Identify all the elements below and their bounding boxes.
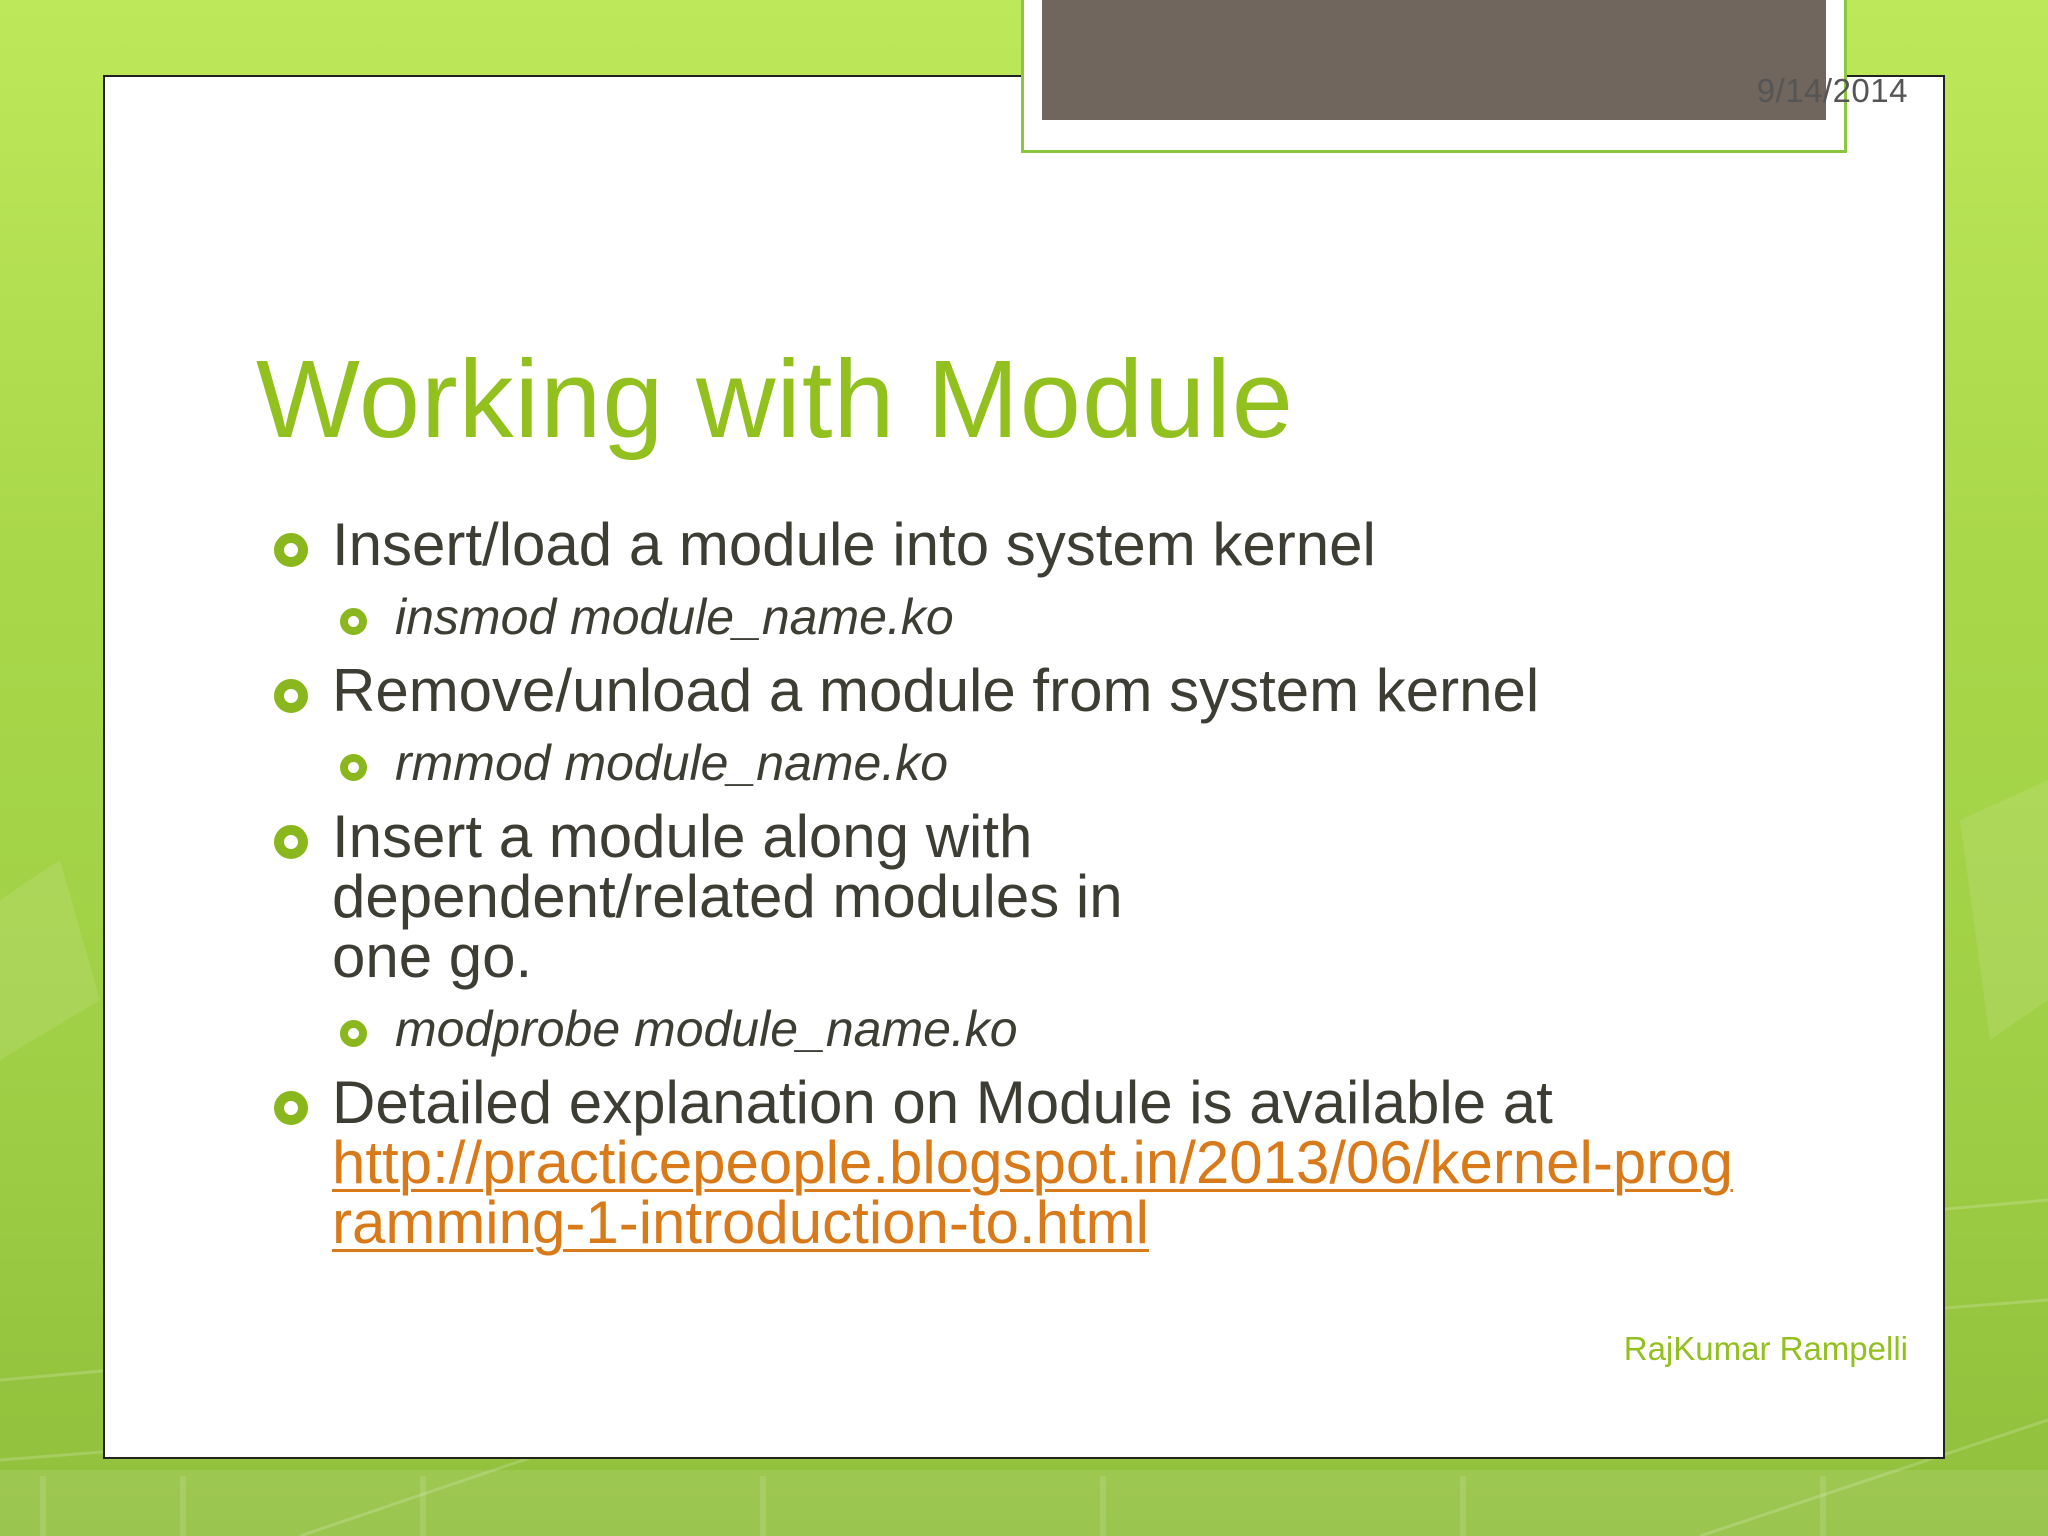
author-footer: RajKumar Rampelli — [1623, 1330, 1908, 1367]
header-decoration — [1021, 0, 1847, 153]
bullet-list — [270, 511, 1750, 1265]
command-text: rmmod module_name.ko — [395, 735, 949, 791]
bullet-text: Remove/unload a module from system kernel — [332, 657, 1540, 724]
bullet-text: Detailed explanation on Module is available at — [332, 1069, 1553, 1136]
bullet-item — [270, 1069, 1752, 1256]
bullet-icon — [274, 1091, 308, 1125]
slide-title: Working with Module — [256, 338, 1294, 461]
slide-date: 9/14/2014 — [1756, 72, 1908, 109]
bullet-text: Insert a module along with dependent/related modules in one go. — [332, 803, 1123, 990]
command-text: insmod module_name.ko — [395, 589, 954, 645]
sub-bullet-item — [270, 733, 1750, 793]
bullet-item — [270, 511, 1750, 578]
command-text: modprobe module_name.ko — [395, 1001, 1018, 1057]
bullet-icon — [340, 754, 367, 781]
sub-bullet-item — [270, 587, 1750, 647]
bullet-icon — [274, 533, 308, 567]
bullet-text: Insert/load a module into system kernel — [332, 511, 1376, 578]
bullet-icon — [274, 679, 308, 713]
reference-link[interactable]: http://practicepeople.blogspot.in/2013/06/kernel-programming-1-introduction-to.html — [332, 1129, 1733, 1256]
header-block — [1042, 0, 1826, 120]
bullet-item — [270, 657, 1750, 724]
bullet-icon — [340, 1020, 367, 1047]
sub-bullet-item — [270, 999, 1750, 1059]
bullet-item — [270, 803, 1232, 990]
bullet-icon — [274, 825, 308, 859]
bullet-icon — [340, 608, 367, 635]
